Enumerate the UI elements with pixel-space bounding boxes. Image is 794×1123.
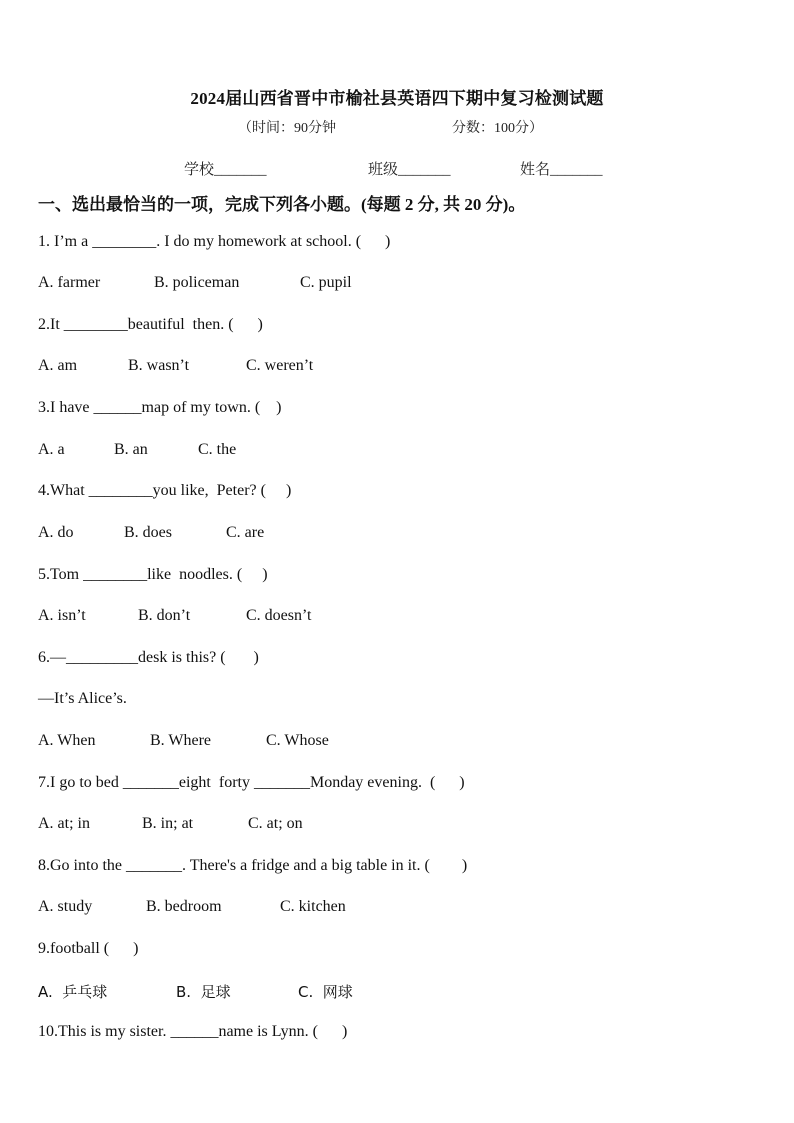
- q2-option-a: A. am: [38, 357, 78, 374]
- q8-option-a: A. study: [38, 898, 93, 915]
- question-8: 8.Go into the _______. There's a fridge and a big table in it. ( ): [38, 857, 468, 874]
- q3-option-c: C. the: [198, 441, 237, 458]
- section-1-heading: 一、选出最恰当的一项，完成下列各小题。(每题 2 分, 共 20 分)。: [38, 195, 526, 214]
- q7-option-b: B. in; at: [142, 815, 194, 832]
- question-2: 2.It ________beautiful then. ( ): [38, 316, 263, 333]
- q2-option-b: B. wasn’t: [128, 357, 190, 374]
- q9-option-c: C. 网球: [298, 983, 353, 1001]
- q8-option-b: B. bedroom: [146, 898, 222, 915]
- question-6-reply: —It’s Alice’s.: [38, 690, 127, 707]
- q1-option-b: B. policeman: [154, 274, 240, 291]
- q4-option-b: B. does: [124, 524, 172, 541]
- q1-option-a: A. farmer: [38, 274, 101, 291]
- question-3: 3.I have ______map of my town. ( ): [38, 399, 282, 416]
- q5-option-b: B. don’t: [138, 607, 191, 624]
- q9-option-b: B. 足球: [176, 983, 231, 1001]
- q4-option-a: A. do: [38, 524, 74, 541]
- school-field: 学校_______: [184, 162, 267, 178]
- q1-option-c: C. pupil: [300, 274, 352, 291]
- question-5: 5.Tom ________like noodles. ( ): [38, 566, 268, 583]
- q7-option-c: C. at; on: [248, 815, 303, 832]
- q5-option-c: C. doesn’t: [246, 607, 312, 624]
- q3-option-a: A. a: [38, 441, 65, 458]
- question-10: 10.This is my sister. ______name is Lynn. ( ): [38, 1023, 348, 1040]
- exam-title: 2024届山西省晋中市榆社县英语四下期中复习检测试题: [190, 89, 604, 108]
- score-label: 分数：100分）: [452, 121, 543, 136]
- q5-option-a: A. isn’t: [38, 607, 86, 624]
- q8-option-c: C. kitchen: [280, 898, 346, 915]
- q6-option-b: B. Where: [150, 732, 212, 749]
- q6-option-a: A. When: [38, 732, 96, 749]
- class-field: 班级_______: [368, 162, 451, 178]
- q7-option-a: A. at; in: [38, 815, 90, 832]
- name-field: 姓名_______: [520, 162, 603, 178]
- time-label: （时间：90分钟: [238, 121, 336, 136]
- q2-option-c: C. weren’t: [246, 357, 314, 374]
- question-1: 1. I’m a ________. I do my homework at school. ( ): [38, 233, 391, 250]
- q3-option-b: B. an: [114, 441, 148, 458]
- question-7: 7.I go to bed _______eight forty _______Monday evening. ( ): [38, 774, 465, 791]
- q4-option-c: C. are: [226, 524, 265, 541]
- question-6: 6.—_________desk is this? ( ): [38, 649, 259, 666]
- question-4: 4.What ________you like, Peter? ( ): [38, 482, 292, 499]
- q9-option-a: A. 乒乓球: [38, 983, 108, 1001]
- q6-option-c: C. Whose: [266, 732, 329, 749]
- question-9: 9.football ( ): [38, 940, 139, 957]
